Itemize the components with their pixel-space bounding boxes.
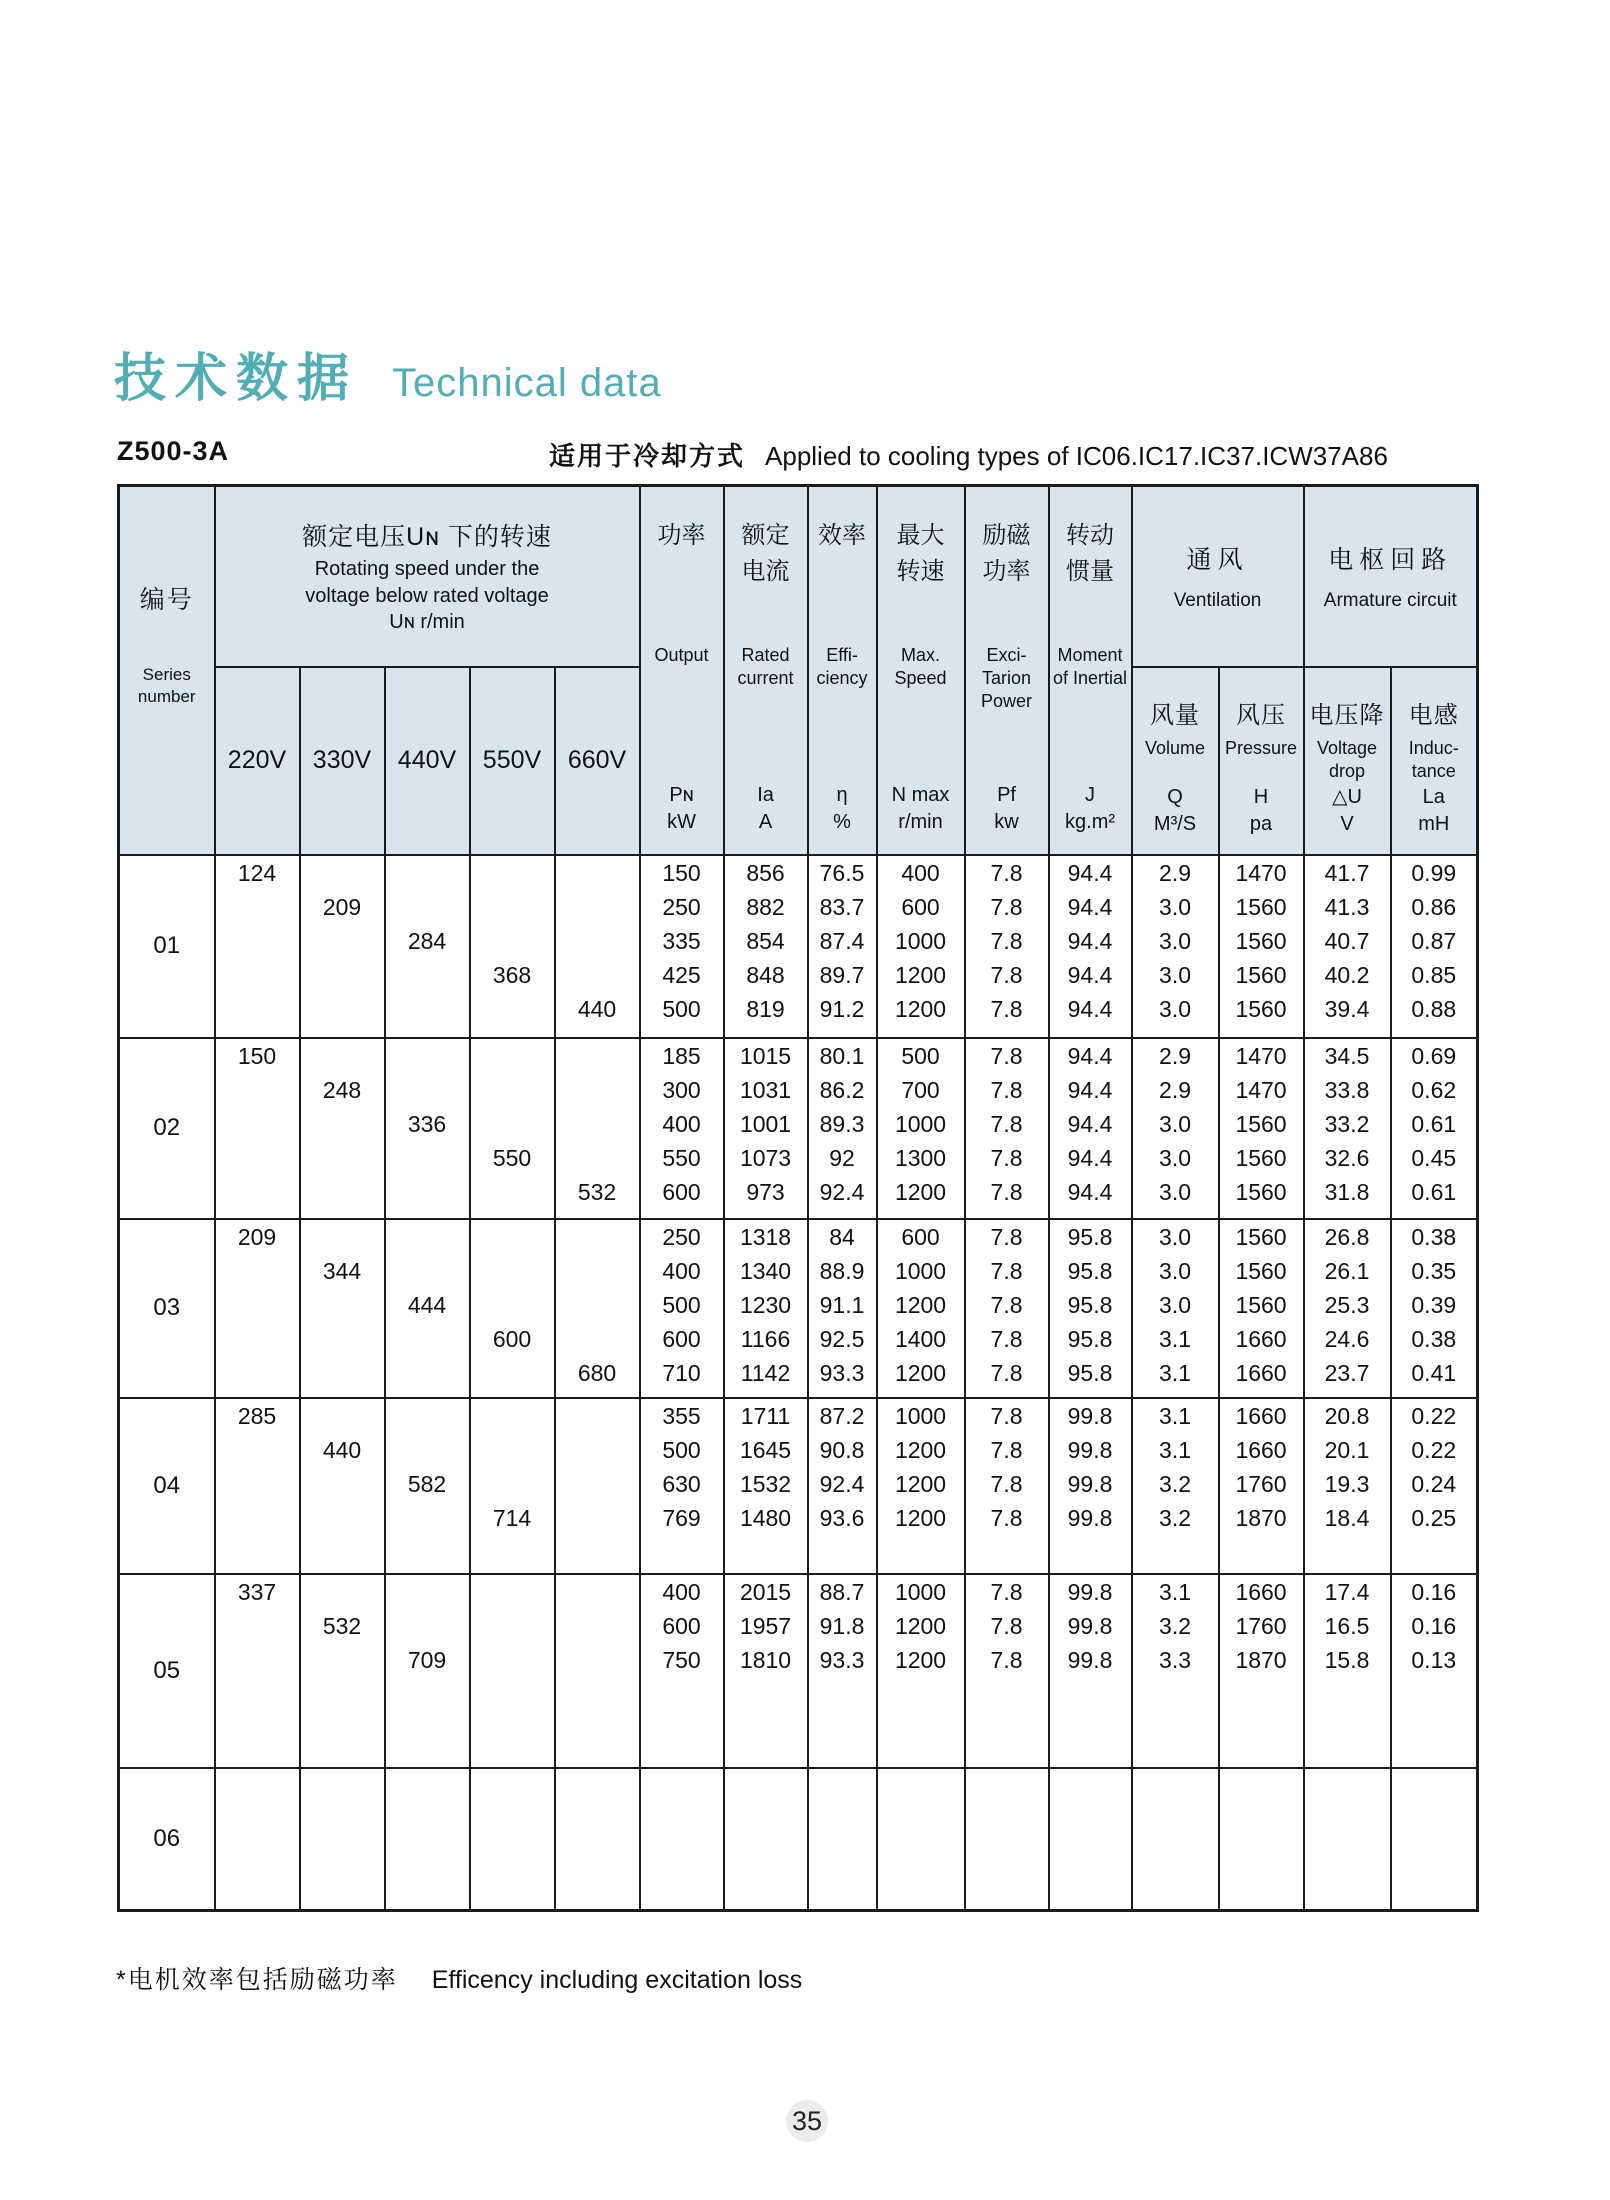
cell-voltage-drop (1304, 1768, 1391, 1911)
cell-speed-440v (385, 1768, 470, 1911)
cell-air-volume: 3.1 3.1 3.2 3.2 (1132, 1398, 1219, 1574)
cell-speed-550v: 550 (470, 1038, 555, 1219)
cell-voltage-drop: 34.5 33.8 33.2 32.6 31.8 (1304, 1038, 1391, 1219)
cell-efficiency (808, 1768, 877, 1911)
series-number: 05 (119, 1574, 215, 1768)
cell-output: 355 500 630 769 (640, 1398, 724, 1574)
cell-rated-current: 1015 1031 1001 1073 973 (724, 1038, 808, 1219)
cell-speed-330v: 209 (300, 855, 385, 1038)
cell-speed-220v: 337 (215, 1574, 300, 1768)
cell-moment-of-inertia: 94.4 94.4 94.4 94.4 94.4 (1049, 1038, 1132, 1219)
speed-group-en3: Uɴ r/min (389, 610, 465, 633)
row-group-03 (119, 1219, 1478, 1398)
cell-speed-550v: 714 (470, 1398, 555, 1574)
cell-efficiency: 87.2 90.8 92.4 93.6 (808, 1398, 877, 1574)
cooling-note-en: Applied to cooling types of IC06.IC17.IC37.ICW37A86 (765, 441, 1388, 471)
footnote-zh: *电机效率包括励磁功率 (116, 1966, 398, 1994)
cell-speed-330v: 248 (300, 1038, 385, 1219)
cell-speed-440v: 582 (385, 1398, 470, 1574)
cell-excitation-power: 7.8 7.8 7.8 7.8 7.8 (965, 1219, 1049, 1398)
cell-output: 185 300 400 550 600 (640, 1038, 724, 1219)
cell-speed-660v (555, 1574, 640, 1768)
model-number: Z500-3A (117, 436, 230, 466)
cell-efficiency: 88.7 91.8 93.3 (808, 1574, 877, 1768)
cell-rated-current: 1711 1645 1532 1480 (724, 1398, 808, 1574)
cell-air-pressure: 1560 1560 1560 1660 1660 (1219, 1219, 1304, 1398)
col-header-moment-of-inertia: 转动 惯量 Moment of Inertial J kg.m² (1049, 486, 1132, 855)
row-group-01 (119, 855, 1478, 1038)
cell-speed-330v: 440 (300, 1398, 385, 1574)
col-header-330v: 330V (300, 667, 385, 855)
col-header-output: 功率 Output Pɴ kW (640, 486, 724, 855)
cell-air-pressure: 1660 1660 1760 1870 (1219, 1398, 1304, 1574)
col-header-rated-current: 额定 电流 Rated current Ia A (724, 486, 808, 855)
cell-speed-660v (555, 1398, 640, 1574)
cell-rated-current: 856 882 854 848 819 (724, 855, 808, 1038)
col-header-550v: 550V (470, 667, 555, 855)
cell-max-speed: 1000 1200 1200 (877, 1574, 965, 1768)
cell-speed-220v: 150 (215, 1038, 300, 1219)
cell-output: 400 600 750 (640, 1574, 724, 1768)
cell-rated-current: 1318 1340 1230 1166 1142 (724, 1219, 808, 1398)
cell-moment-of-inertia: 94.4 94.4 94.4 94.4 94.4 (1049, 855, 1132, 1038)
cell-voltage-drop: 26.8 26.1 25.3 24.6 23.7 (1304, 1219, 1391, 1398)
col-header-series (119, 486, 215, 855)
cell-air-volume: 3.0 3.0 3.0 3.1 3.1 (1132, 1219, 1219, 1398)
cell-speed-220v: 285 (215, 1398, 300, 1574)
cell-excitation-power: 7.8 7.8 7.8 7.8 7.8 (965, 1038, 1049, 1219)
cell-speed-440v: 444 (385, 1219, 470, 1398)
col-group-ventilation: 通风 Ventilation (1132, 486, 1304, 667)
cell-speed-220v: 124 (215, 855, 300, 1038)
cell-speed-220v (215, 1768, 300, 1911)
series-number: 01 (119, 855, 215, 1038)
series-number: 06 (119, 1768, 215, 1911)
cell-air-volume (1132, 1768, 1219, 1911)
cell-air-pressure: 1470 1560 1560 1560 1560 (1219, 855, 1304, 1038)
cooling-note (549, 436, 1388, 473)
series-number: 04 (119, 1398, 215, 1574)
cell-speed-660v (555, 1768, 640, 1911)
cell-max-speed: 600 1000 1200 1400 1200 (877, 1219, 965, 1398)
cell-output (640, 1768, 724, 1911)
cell-speed-660v: 680 (555, 1219, 640, 1398)
cell-inductance: 0.38 0.35 0.39 0.38 0.41 (1391, 1219, 1478, 1398)
cell-air-volume: 2.9 3.0 3.0 3.0 3.0 (1132, 855, 1219, 1038)
table-header (119, 486, 1478, 855)
cell-excitation-power: 7.8 7.8 7.8 7.8 (965, 1398, 1049, 1574)
footnote-en: Efficency including excitation loss (431, 1966, 803, 1994)
cell-speed-660v: 532 (555, 1038, 640, 1219)
cell-speed-660v: 440 (555, 855, 640, 1038)
speed-group-zh: 额定电压Uɴ 下的转速 (302, 523, 552, 552)
page-title-en: Technical data (392, 361, 662, 405)
cell-voltage-drop: 41.7 41.3 40.7 40.2 39.4 (1304, 855, 1391, 1038)
cell-max-speed: 400 600 1000 1200 1200 (877, 855, 965, 1038)
speed-group-en1: Rotating speed under the (314, 558, 540, 581)
col-header-inductance: 电感 Induc-tance La mH (1391, 667, 1478, 855)
cell-speed-330v: 532 (300, 1574, 385, 1768)
cell-speed-220v: 209 (215, 1219, 300, 1398)
cell-rated-current: 2015 1957 1810 (724, 1574, 808, 1768)
page-title-zh: 技术数据 (114, 350, 359, 408)
cell-air-volume: 3.1 3.2 3.3 (1132, 1574, 1219, 1768)
header-row-1 (119, 486, 1478, 667)
cell-efficiency: 84 88.9 91.1 92.5 93.3 (808, 1219, 877, 1398)
row-group-06 (119, 1768, 1478, 1911)
col-header-air-pressure: 风压 Pressure H pa (1219, 667, 1304, 855)
cell-air-pressure: 1470 1470 1560 1560 1560 (1219, 1038, 1304, 1219)
cell-air-pressure (1219, 1768, 1304, 1911)
footnote (116, 1960, 802, 1996)
speed-group-en2: voltage below rated voltage (305, 584, 549, 607)
series-number: 03 (119, 1219, 215, 1398)
series-label-en: Series number (137, 665, 196, 707)
col-group-armature-circuit: 电枢回路 Armature circuit (1304, 486, 1478, 667)
page-number: 35 (786, 2100, 828, 2142)
cell-excitation-power: 7.8 7.8 7.8 7.8 7.8 (965, 855, 1049, 1038)
cell-max-speed: 500 700 1000 1300 1200 (877, 1038, 965, 1219)
cooling-note-zh: 适用于冷却方式 (549, 441, 746, 471)
col-header-voltage-drop: 电压降 Voltage drop △U V (1304, 667, 1391, 855)
cell-air-pressure: 1660 1760 1870 (1219, 1574, 1304, 1768)
col-header-air-volume: 风量 Volume Q M³/S (1132, 667, 1219, 855)
col-header-660v: 660V (555, 667, 640, 855)
cell-efficiency: 80.1 86.2 89.3 92 92.4 (808, 1038, 877, 1219)
cell-speed-550v (470, 1574, 555, 1768)
cell-excitation-power: 7.8 7.8 7.8 (965, 1574, 1049, 1768)
cell-rated-current (724, 1768, 808, 1911)
cell-speed-330v: 344 (300, 1219, 385, 1398)
cell-speed-330v (300, 1768, 385, 1911)
cell-max-speed: 1000 1200 1200 1200 (877, 1398, 965, 1574)
cell-moment-of-inertia (1049, 1768, 1132, 1911)
col-header-220v: 220V (215, 667, 300, 855)
cell-inductance (1391, 1768, 1478, 1911)
row-group-05 (119, 1574, 1478, 1768)
cell-speed-550v: 600 (470, 1219, 555, 1398)
cell-moment-of-inertia: 99.8 99.8 99.8 (1049, 1574, 1132, 1768)
cell-speed-440v: 336 (385, 1038, 470, 1219)
cell-output: 250 400 500 600 710 (640, 1219, 724, 1398)
cell-speed-440v: 709 (385, 1574, 470, 1768)
table-body (119, 855, 1478, 1911)
col-header-excitation-power: 励磁 功率 Exci-Tarion Power Pf kw (965, 486, 1049, 855)
col-header-efficiency: 效率 Effi-ciency η % (808, 486, 877, 855)
cell-inductance: 0.22 0.22 0.24 0.25 (1391, 1398, 1478, 1574)
cell-air-volume: 2.9 2.9 3.0 3.0 3.0 (1132, 1038, 1219, 1219)
series-label-zh: 编号 (139, 586, 194, 615)
cell-efficiency: 76.5 83.7 87.4 89.7 91.2 (808, 855, 877, 1038)
col-header-440v: 440V (385, 667, 470, 855)
series-number: 02 (119, 1038, 215, 1219)
cell-moment-of-inertia: 95.8 95.8 95.8 95.8 95.8 (1049, 1219, 1132, 1398)
cell-voltage-drop: 20.8 20.1 19.3 18.4 (1304, 1398, 1391, 1574)
page-title (114, 336, 662, 411)
cell-voltage-drop: 17.4 16.5 15.8 (1304, 1574, 1391, 1768)
technical-data-table (117, 484, 1479, 1912)
col-header-max-speed: 最大 转速 Max. Speed N max r/min (877, 486, 965, 855)
cell-output: 150 250 335 425 500 (640, 855, 724, 1038)
row-group-04 (119, 1398, 1478, 1574)
cell-moment-of-inertia: 99.8 99.8 99.8 99.8 (1049, 1398, 1132, 1574)
cell-speed-550v (470, 1768, 555, 1911)
cell-inductance: 0.16 0.16 0.13 (1391, 1574, 1478, 1768)
cell-inductance: 0.69 0.62 0.61 0.45 0.61 (1391, 1038, 1478, 1219)
row-group-02 (119, 1038, 1478, 1219)
cell-inductance: 0.99 0.86 0.87 0.85 0.88 (1391, 855, 1478, 1038)
cell-speed-440v: 284 (385, 855, 470, 1038)
cell-excitation-power (965, 1768, 1049, 1911)
cell-max-speed (877, 1768, 965, 1911)
model-row (117, 436, 1477, 472)
cell-speed-550v: 368 (470, 855, 555, 1038)
col-group-rotating-speed (215, 486, 640, 667)
